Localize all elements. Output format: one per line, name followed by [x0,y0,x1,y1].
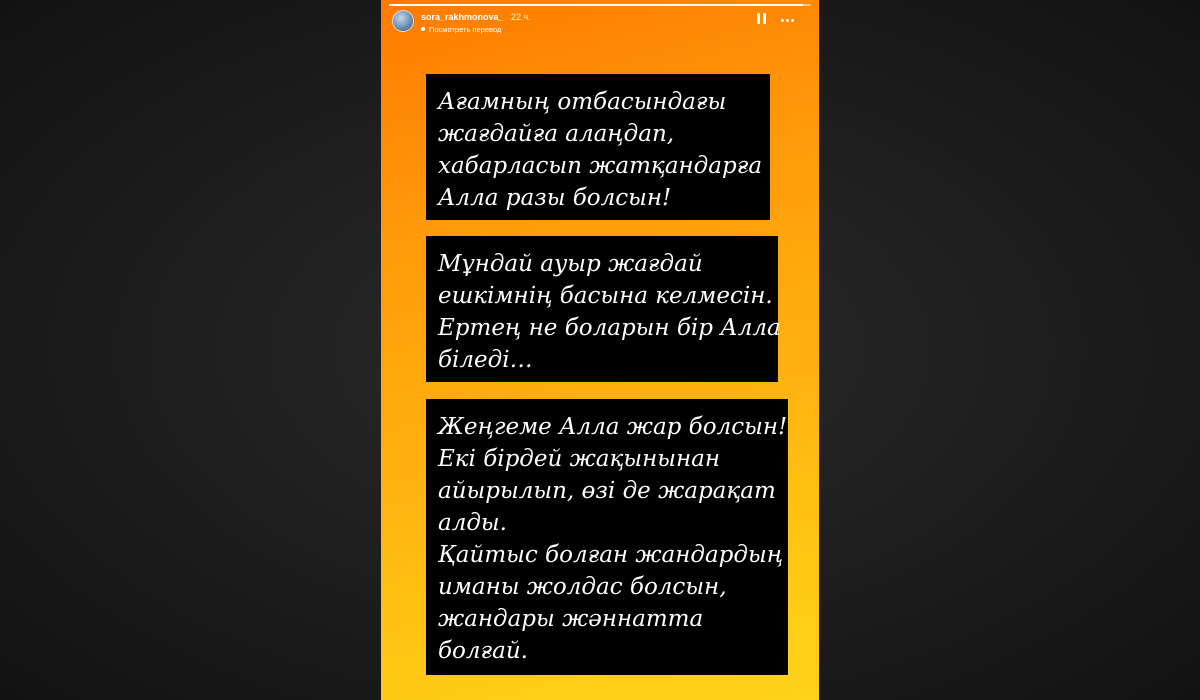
text-line: Ағамның отбасындағы [438,89,727,115]
see-translation-link[interactable] [421,24,501,34]
text-line: Ертең не боларын бір Алла [438,315,781,341]
text-line: хабарласып жатқандарға [438,153,763,179]
text-line: ешкімнің басына келмесін. [438,283,773,309]
story-progress-fill [389,4,803,6]
story-frame[interactable] [381,0,819,700]
text-line: жандары жәннатта [438,606,704,632]
text-line: Екі бірдей жақынынан [438,446,721,472]
text-line: жағдайға алаңдап, [438,121,675,147]
text-line: Алла разы болсын! [438,185,672,211]
text-line: Қайтыс болған жандардың [438,542,784,568]
username-link[interactable]: sora_rakhmonova_ [421,12,504,22]
story-progress-bar [389,4,811,6]
more-icon[interactable] [777,13,797,27]
text-block-2 [426,236,781,382]
pause-icon[interactable] [755,13,767,27]
avatar[interactable] [392,10,414,32]
translate-icon [421,27,425,31]
text-line: болғай. [438,638,528,664]
text-line: біледі… [438,347,533,373]
text-line: алды. [438,510,507,536]
text-line: Жеңгеме Алла жар болсын! [438,414,788,440]
see-translation-label: Посмотреть перевод [429,24,502,34]
text-block-1 [426,74,770,220]
post-time: 22 ч. [511,12,531,22]
text-line: Мұндай ауыр жағдай [438,251,703,277]
text-line: иманы жолдас болсын, [438,574,727,600]
text-block-3 [426,399,788,675]
story-header [391,10,809,36]
text-line: айырылып, өзі де жарақат [438,478,776,504]
